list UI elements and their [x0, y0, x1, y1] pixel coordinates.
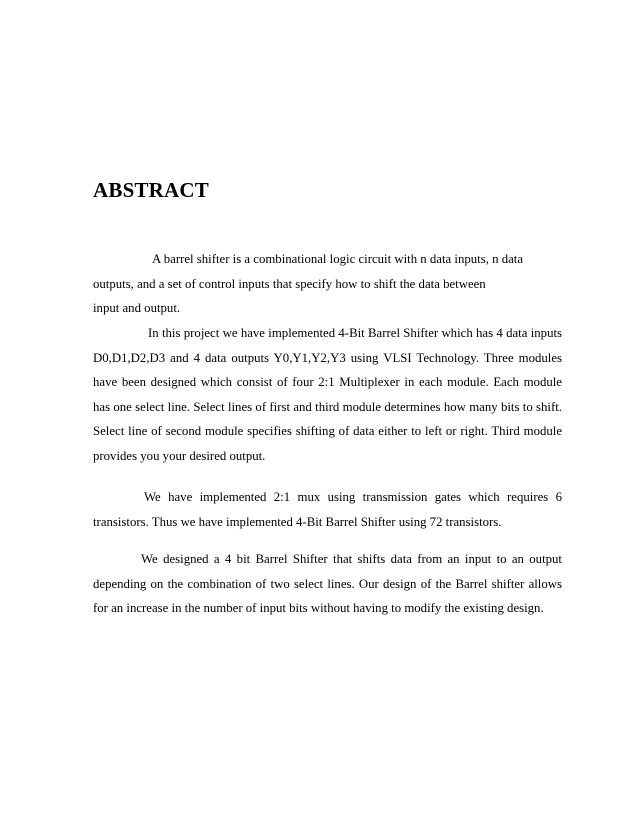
paragraph-design-summary: We designed a 4 bit Barrel Shifter that shifts data from an input to an output depending on the combination of two select lines. Our design of the Barrel shifter allows for an increase in the number of input bits without having to modify the existing design.	[93, 552, 562, 616]
paragraph-implementation: We have implemented 2:1 mux using transmission gates which requires 6 transistors. Thus we have implemented 4-Bit Barrel Shifter using 72 transistors.	[93, 490, 562, 529]
paragraph-definition	[93, 247, 562, 321]
abstract-heading: ABSTRACT	[93, 178, 209, 202]
paragraph-line: input and output.	[93, 301, 181, 316]
paragraph-project-description: In this project we have implemented 4-Bit Barrel Shifter which has 4 data inputs D0,D1,D2,D3 and 4 data outputs Y0,Y1,Y2,Y3 using VLSI Technology. Three modules have been designed which consist of four 2:1 Multiplexer in each module. Each module has one select line. Select lines of first and third module determines how many bits to shift. Select line of second module specifies shifting of data either to left or right. Third module provides you your desired output.	[93, 326, 562, 463]
paragraph-line: A barrel shifter is a combinational logic circuit with n data inputs, n data	[152, 252, 524, 266]
paragraph-line: outputs, and a set of control inputs that specify how to shift the data between	[93, 276, 486, 291]
